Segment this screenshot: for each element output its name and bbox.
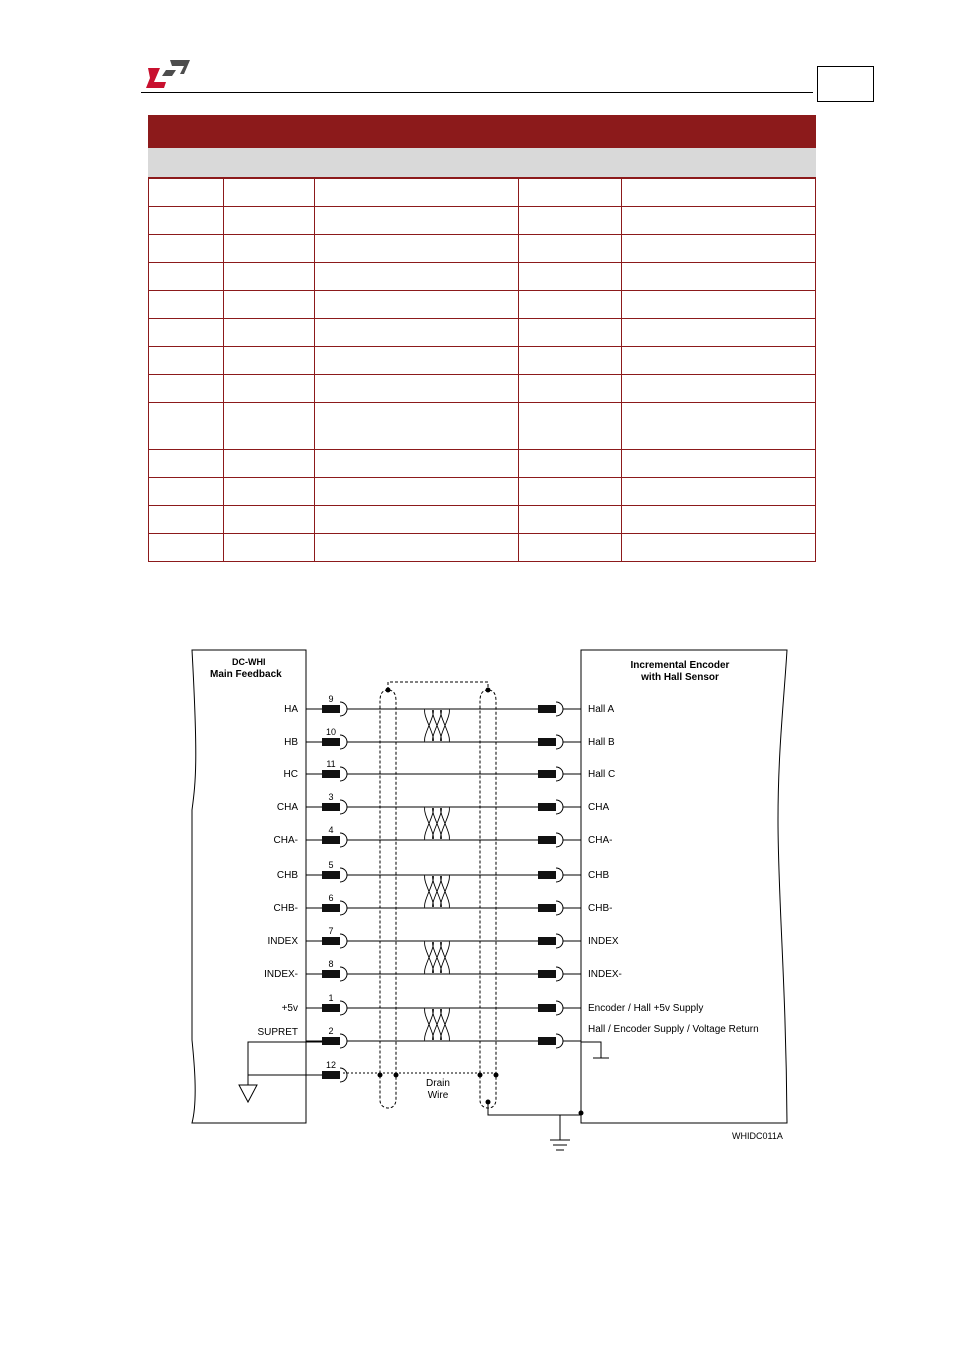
shield-top-link	[388, 682, 488, 690]
pin-number: 11	[326, 759, 336, 769]
pin-number: 5	[328, 860, 334, 870]
left-pin-connector	[322, 836, 340, 844]
right-signal-label: CHB-	[588, 903, 613, 914]
signal-row	[282, 993, 704, 1015]
right-device-block	[581, 650, 787, 1123]
drain-label-2: Wire	[427, 1090, 449, 1101]
left-signal-label: +5v	[281, 1003, 298, 1014]
right-signal-label: Hall A	[588, 704, 615, 715]
left-pin-connector	[322, 1004, 340, 1012]
wiring-diagram	[180, 640, 800, 1160]
page-number-box	[817, 66, 874, 102]
left-socket	[340, 1034, 347, 1048]
right-socket	[556, 1034, 563, 1048]
signal-row	[284, 759, 616, 781]
pin-number: 8	[328, 959, 334, 969]
table-row	[149, 450, 816, 478]
twisted-pair	[425, 708, 450, 743]
right-pin-connector	[538, 1037, 556, 1045]
left-signal-label: CHA	[276, 802, 298, 813]
left-device-block	[192, 650, 306, 1123]
table-row	[149, 178, 816, 207]
right-socket	[556, 967, 563, 981]
left-signal-label: INDEX	[267, 936, 298, 947]
left-signal-label: HA	[284, 704, 298, 715]
pin-number: 1	[328, 993, 334, 1003]
table-row	[149, 403, 816, 450]
right-pin-connector	[538, 1004, 556, 1012]
left-signal-label: INDEX-	[264, 969, 298, 980]
right-socket	[556, 868, 563, 882]
pin-number: 9	[328, 694, 334, 704]
table-row	[149, 291, 816, 319]
left-signal-label: SUPRET	[257, 1027, 298, 1038]
table-subheader-right	[519, 148, 816, 179]
left-pin-connector	[322, 738, 340, 746]
table-row	[149, 534, 816, 562]
left-socket	[340, 800, 347, 814]
table-row	[149, 375, 816, 403]
left-ground-symbol	[239, 1085, 257, 1102]
pin-number: 4	[328, 825, 334, 835]
right-pin-connector	[538, 937, 556, 945]
return-ground-wire	[581, 1042, 601, 1058]
table-row	[149, 207, 816, 235]
table-row	[149, 319, 816, 347]
left-pin-connector	[322, 770, 340, 778]
twist-coil	[425, 941, 450, 974]
shield-ground-wire	[488, 1102, 581, 1115]
left-socket	[340, 767, 347, 781]
left-pin-connector	[322, 904, 340, 912]
pin-number: 7	[328, 926, 334, 936]
left-pin-connector	[322, 1071, 340, 1079]
shield-right-tube	[480, 690, 496, 1108]
left-socket	[340, 735, 347, 749]
left-signal-label: CHB-	[273, 903, 298, 914]
table-row	[149, 347, 816, 375]
figure-code: WHIDC011A	[732, 1131, 783, 1141]
signal-row	[277, 860, 610, 882]
pin-number: 3	[328, 792, 334, 802]
left-socket	[340, 967, 347, 981]
supret-ground-wire	[248, 1042, 327, 1085]
left-pin-connector	[322, 1037, 340, 1045]
right-socket	[556, 800, 563, 814]
table-row	[149, 506, 816, 534]
header-rule	[141, 92, 813, 93]
right-signal-label: CHB	[588, 870, 610, 881]
twist-coil	[425, 1008, 450, 1041]
right-pin-connector	[538, 871, 556, 879]
right-signal-label: Hall B	[588, 737, 615, 748]
right-signal-label: INDEX-	[588, 969, 622, 980]
right-pin-connector	[538, 904, 556, 912]
left-block-title-1: DC-WHI	[232, 657, 266, 667]
left-socket	[340, 934, 347, 948]
table-row	[149, 263, 816, 291]
twisted-pair	[425, 1007, 450, 1042]
right-socket	[556, 702, 563, 716]
right-socket	[556, 901, 563, 915]
left-block-title-2: Main Feedback	[210, 669, 282, 680]
left-signal-label: HB	[284, 737, 298, 748]
right-socket	[556, 1001, 563, 1015]
signal-row	[284, 727, 615, 749]
pin-number: 10	[325, 727, 337, 737]
right-pin-connector	[538, 705, 556, 713]
table-subheader-pin	[149, 148, 224, 179]
signal-row	[257, 1024, 758, 1048]
left-pin-connector	[322, 803, 340, 811]
right-socket	[556, 934, 563, 948]
right-pin-connector	[538, 738, 556, 746]
right-pin-connector	[538, 836, 556, 844]
pin-number: 12	[325, 1060, 337, 1070]
right-signal-label: INDEX	[588, 936, 619, 947]
right-pin-connector	[538, 970, 556, 978]
right-signal-label: Encoder / Hall +5v Supply	[588, 1003, 704, 1014]
left-socket	[340, 702, 347, 716]
right-signal-label: CHA-	[588, 835, 613, 846]
right-socket	[556, 735, 563, 749]
right-signal-label: Hall / Encoder Supply / Voltage Return	[588, 1024, 759, 1035]
left-socket	[340, 833, 347, 847]
twist-coil	[425, 709, 450, 742]
left-signal-label: CHA-	[273, 835, 298, 846]
drain-label-1: Drain	[426, 1078, 450, 1089]
pin-table	[148, 115, 816, 562]
left-pin-connector	[322, 937, 340, 945]
right-pin-connector	[538, 803, 556, 811]
left-pin-connector	[322, 871, 340, 879]
left-socket	[340, 901, 347, 915]
pin-number: 2	[328, 1026, 334, 1036]
shield-left-tube	[380, 690, 396, 1108]
table-title-bar	[149, 116, 816, 148]
twisted-pair	[425, 806, 450, 841]
right-signal-label: CHA	[588, 802, 610, 813]
table-row	[149, 478, 816, 506]
table-row	[149, 235, 816, 263]
left-signal-label: CHB	[276, 870, 298, 881]
twisted-pair	[425, 874, 450, 909]
company-logo	[146, 58, 190, 90]
right-block-title-1: Incremental Encoder	[630, 660, 730, 671]
signal-rows	[257, 694, 758, 1082]
signal-row	[267, 926, 618, 948]
left-signal-label: HC	[283, 769, 298, 780]
left-pin-connector	[322, 970, 340, 978]
left-socket	[340, 868, 347, 882]
twisted-pair	[425, 940, 450, 975]
twist-coil	[425, 875, 450, 908]
right-pin-connector	[538, 770, 556, 778]
pin-number: 6	[328, 893, 334, 903]
left-pin-connector	[322, 705, 340, 713]
earth-ground-symbol	[550, 1140, 570, 1150]
left-socket	[340, 1001, 347, 1015]
left-socket	[340, 1068, 347, 1082]
twist-coil	[425, 807, 450, 840]
right-signal-label: Hall C	[588, 769, 616, 780]
right-block-title-2: with Hall Sensor	[641, 672, 719, 683]
signal-row	[277, 792, 610, 814]
table-subheader-left	[224, 148, 519, 179]
right-socket	[556, 767, 563, 781]
right-socket	[556, 833, 563, 847]
signal-row	[306, 1060, 347, 1082]
